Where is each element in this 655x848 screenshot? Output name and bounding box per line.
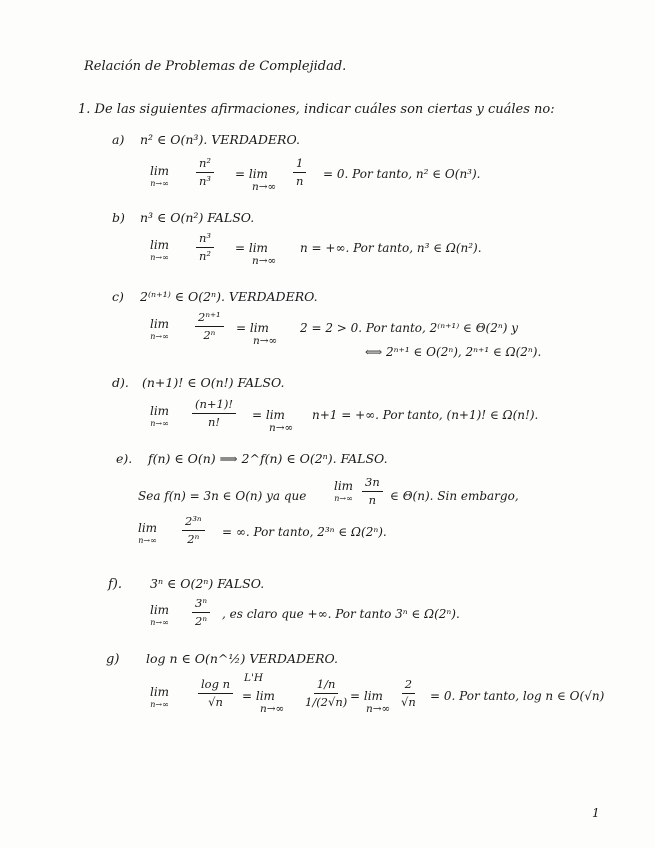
item-a-fraction-2: $\frac{1}{n}$ (293, 157, 306, 188)
item-d-label: d). (112, 375, 129, 390)
item-e-label: e). (116, 451, 133, 466)
item-d-fraction: $\frac{(n+1)!}{n!}$ (192, 398, 236, 429)
item-c-statement: 2⁽ⁿ⁺¹⁾ ∈ O(2ⁿ). VERDADERO. (140, 289, 318, 304)
item-c-label: c) (112, 289, 124, 304)
item-e-theta: ∈ Θ(n). Sin embargo, (390, 489, 519, 503)
item-b-lim-sub: n→∞ (252, 255, 277, 267)
item-e-limit: lim n→∞ (138, 521, 158, 546)
document-title: Relación de Problemas de Complejidad. (84, 59, 347, 74)
item-b-limit: lim n→∞ (150, 238, 170, 263)
item-g-lim-sub-2: n→∞ (366, 703, 391, 715)
item-c-equivalence: ⟺ 2ⁿ⁺¹ ∈ O(2ⁿ), 2ⁿ⁺¹ ∈ Ω(2ⁿ). (365, 345, 542, 359)
item-c-limit: lim n→∞ (150, 317, 170, 342)
item-c-conclusion: 2 = 2 > 0. Por tanto, 2⁽ⁿ⁺¹⁾ ∈ Θ(2ⁿ) y (300, 321, 518, 335)
item-g-fraction-3: $\frac{2}{√n}$ (401, 677, 416, 710)
item-d-limit: lim n→∞ (150, 404, 170, 429)
item-d-equals-lim: = lim (252, 408, 285, 422)
item-f-fraction: $\frac{\text{3ⁿ}}{\text{2ⁿ}}$ (192, 597, 210, 628)
item-f-conclusion: , es claro que +∞. Por tanto 3ⁿ ∈ Ω(2ⁿ). (222, 607, 460, 621)
page-number: 1 (592, 806, 600, 820)
item-f-statement: 3ⁿ ∈ O(2ⁿ) FALSO. (150, 576, 265, 591)
item-a-label: a) (112, 132, 125, 147)
item-c-fraction: $\frac{\text{2ⁿ⁺¹}}{\text{2ⁿ}}$ (195, 311, 224, 342)
item-a-equals-lim: = lim (235, 167, 268, 181)
item-g-fraction-2: $\frac{1/n}{1/(2√n)}$ (305, 677, 348, 710)
item-g-fraction: $\frac{\text{log n}}{√n}$ (198, 678, 233, 709)
item-b-fraction: $\frac{\text{n³}}{\text{n²}}$ (196, 232, 214, 263)
item-c-lim-sub: n→∞ (253, 335, 278, 347)
item-b-label: b) (112, 210, 125, 225)
item-c-equals-lim: = lim (236, 321, 269, 335)
item-g-equals-lim: = lim (242, 689, 275, 703)
item-g-label: g) (106, 652, 120, 667)
item-d-conclusion: n+1 = +∞. Por tanto, (n+1)! ∈ Ω(n!). (312, 408, 539, 422)
item-f-limit: lim n→∞ (150, 603, 170, 628)
item-e-limit-b: lim n→∞ (334, 479, 354, 504)
item-e-conclusion: = ∞. Por tanto, 2³ⁿ ∈ Ω(2ⁿ). (222, 525, 387, 539)
item-a-limit: lim n→∞ (150, 164, 170, 189)
item-f-label: f). (108, 577, 123, 592)
item-b-statement: n³ ∈ O(n²) FALSO. (140, 210, 255, 225)
item-a-statement: n² ∈ O(n³). VERDADERO. (140, 132, 300, 147)
item-g-lhopital-mark: L'H (244, 672, 264, 684)
item-a-fraction: $\frac{\text{n²}}{\text{n³}}$ (196, 157, 214, 188)
item-g-limit: lim n→∞ (150, 685, 170, 710)
item-a-conclusion: = 0. Por tanto, n² ∈ O(n³). (323, 167, 481, 181)
item-e-statement: f(n) ∈ O(n) ⟹ 2^f(n) ∈ O(2ⁿ). FALSO. (148, 451, 388, 466)
item-d-statement: (n+1)! ∈ O(n!) FALSO. (142, 375, 285, 390)
item-g-equals-lim-2: = lim (350, 689, 383, 703)
item-e-definition: Sea f(n) = 3n ∈ O(n) ya que (138, 489, 307, 503)
item-g-conclusion: = 0. Por tanto, log n ∈ O(√n) (430, 689, 605, 703)
item-e-fraction: $\frac{\text{2³ⁿ}}{\text{2ⁿ}}$ (182, 515, 205, 546)
item-e-fraction-b: $\frac{3n}{n}$ (362, 476, 383, 507)
item-d-lim-sub: n→∞ (269, 422, 294, 434)
problem-1-statement: 1. De las siguientes afirmaciones, indicar cuáles son ciertas y cuáles no: (78, 102, 555, 117)
item-g-lim-sub: n→∞ (260, 703, 285, 715)
item-b-conclusion: n = +∞. Por tanto, n³ ∈ Ω(n²). (300, 241, 482, 255)
item-a-lim-sub: n→∞ (252, 181, 277, 193)
item-b-equals-lim: = lim (235, 241, 268, 255)
item-g-statement: log n ∈ O(n^½) VERDADERO. (146, 651, 339, 666)
